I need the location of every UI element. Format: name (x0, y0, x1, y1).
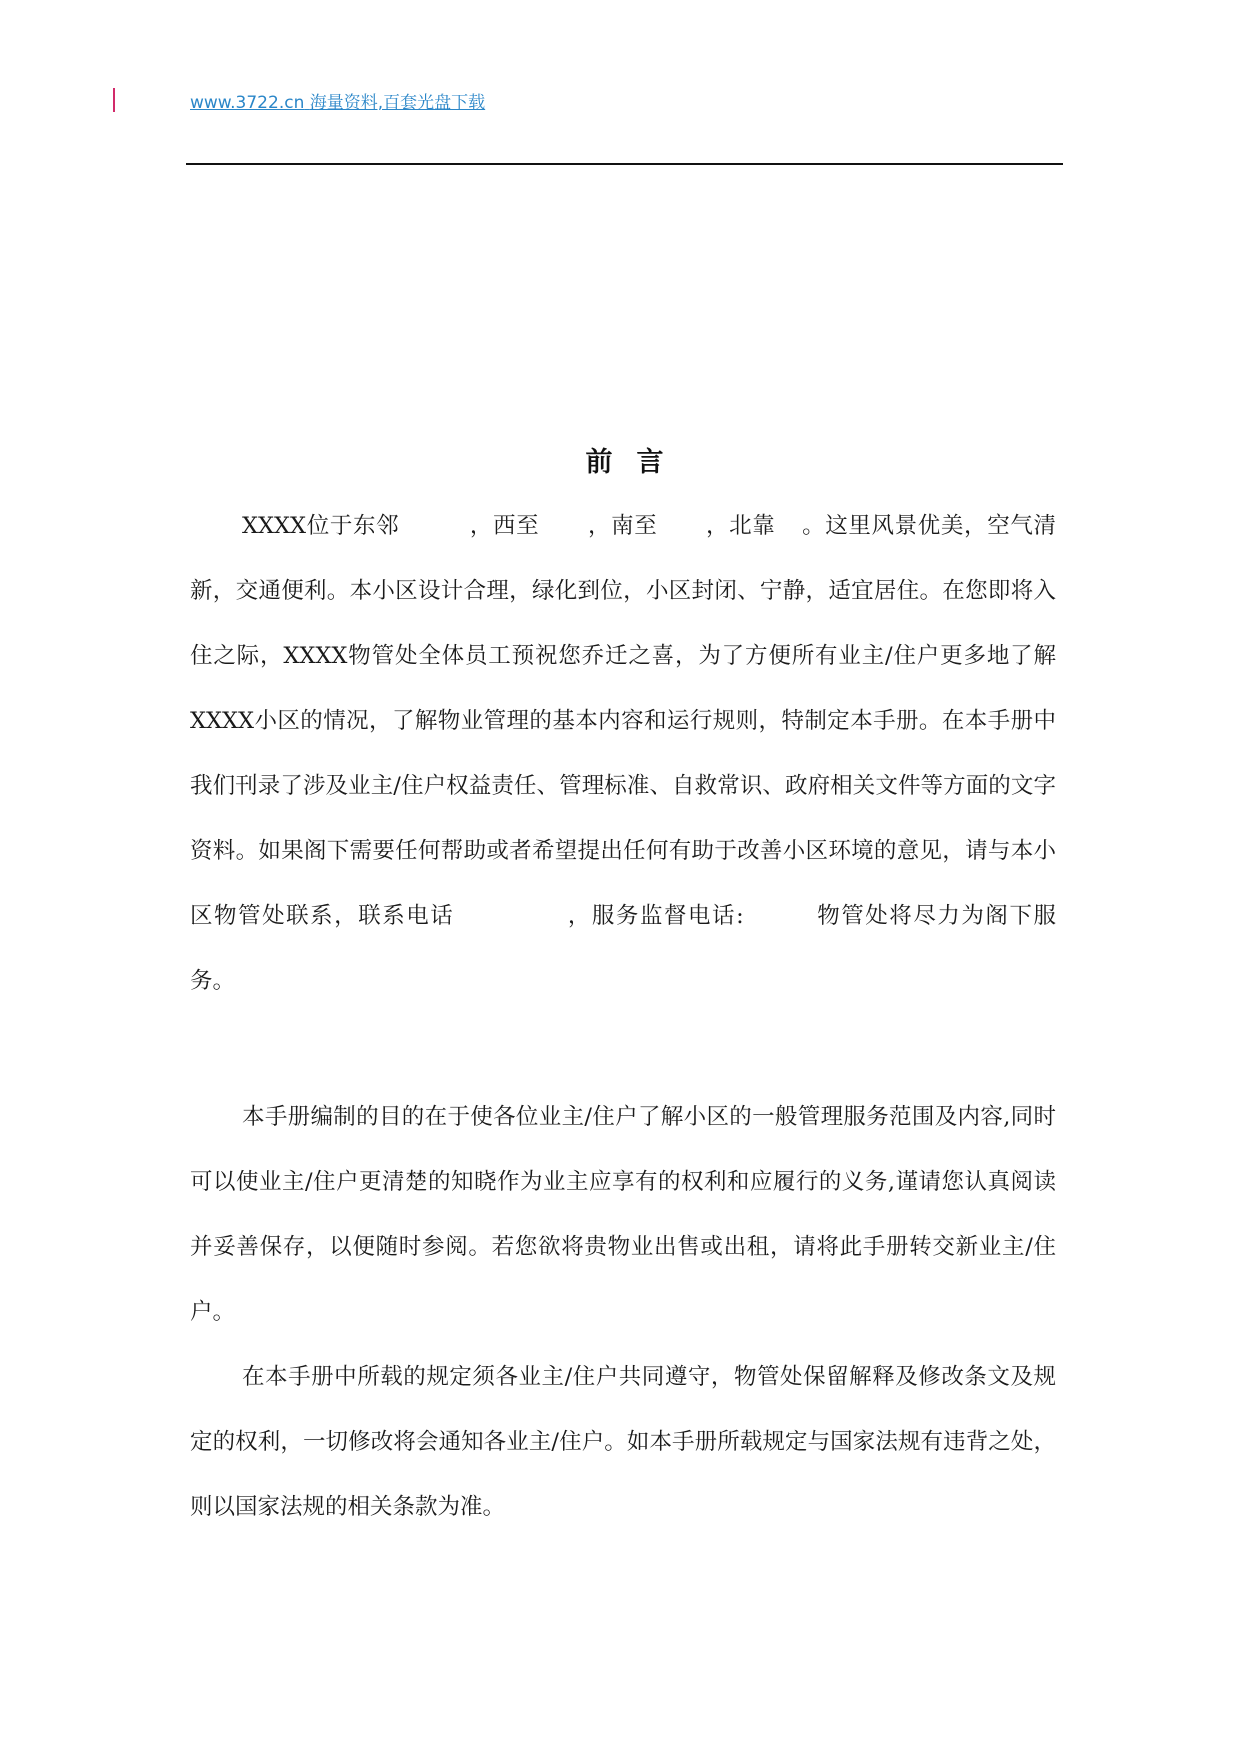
margin-mark (113, 88, 115, 112)
preface-body-2 (190, 1085, 1056, 1540)
intro-part-6: ，服务监督电话: (566, 903, 744, 929)
intro-part-2: ，西至 (469, 513, 540, 539)
paragraph-purpose: 本手册编制的目的在于使各位业主/住户了解小区的一般管理服务范围及内容,同时可以使业主/住户更清楚的知晓作为业主应享有的权利和应履行的义务,谨请您认真阅读并妥善保存，以便随时参阅。若您欲将贵物业出售或出租，请将此手册转交新业主/住户。 (190, 1104, 1056, 1325)
intro-part-4: ，北靠 (705, 513, 776, 539)
intro-part-7: 物管处将尽力为阁下服务。 (190, 903, 1056, 994)
intro-part-3: ，南至 (587, 513, 658, 539)
paragraph-intro (190, 494, 1056, 1014)
intro-part-1: XXXX位于东邻 (242, 513, 400, 539)
header-link-text: 海量资料,百套光盘下载 (309, 93, 486, 113)
intro-part-5: 。这里风景优美，空气清新，交通便利。本小区设计合理，绿化到位，小区封闭、宁静，适宜居住。在您即将入住之际，XXXX物管处全体员工预祝您乔迁之喜，为了方便所有业主/住户更多地了解XXXX小区的情况，了解物业管理的基本内容和运行规则，特制定本手册。在本手册中我们刊录了涉及业主/住户权益责任、管理标准、自救常识、政府相关文件等方面的文字资料。如果阁下需要任何帮助或者希望提出任何有助于改善小区环境的意见，请与本小区物管处联系，联系电话 (190, 513, 1056, 929)
paragraph-rules: 在本手册中所载的规定须各业主/住户共同遵守，物管处保留解释及修改条文及规定的权利，一切修改将会通知各业主/住户。如本手册所载规定与国家法规有违背之处，则以国家法规的相关条款为准。 (190, 1364, 1056, 1520)
preface-body-1 (190, 494, 1056, 1014)
header-rule (186, 163, 1063, 165)
header-link-domain: www.3722.cn (190, 93, 305, 113)
page-title: 前言 (585, 447, 688, 478)
header-link[interactable] (190, 88, 485, 113)
